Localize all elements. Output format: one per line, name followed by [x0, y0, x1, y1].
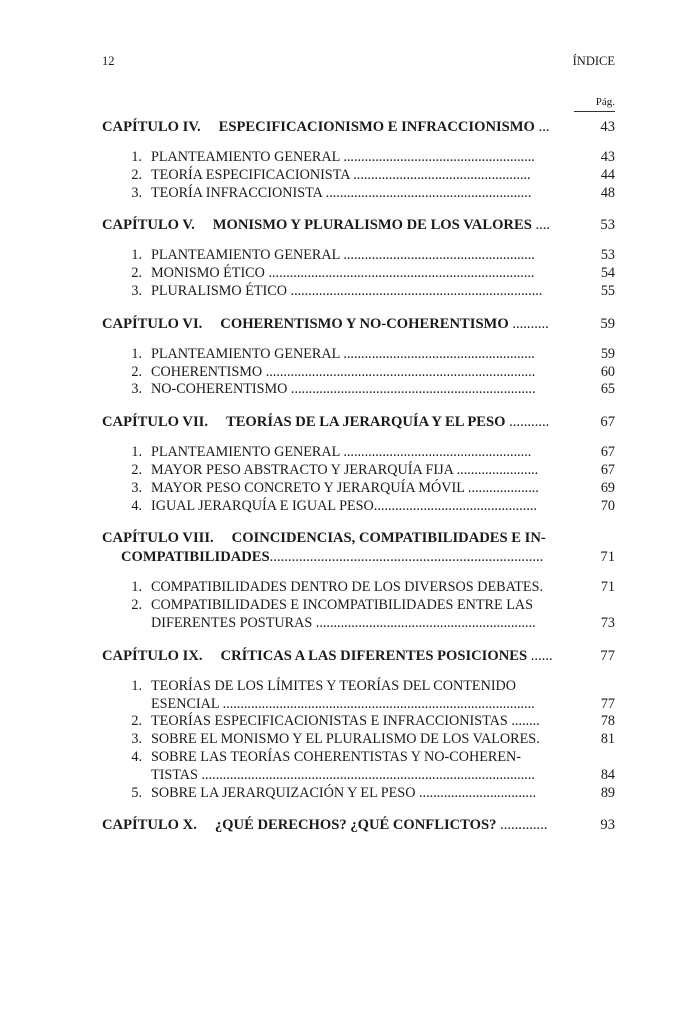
- section-page-number: 70: [600, 497, 615, 514]
- toc-chapter: [102, 413, 615, 515]
- section-page-number: 43: [600, 149, 615, 165]
- chapter-page-number: 67: [600, 414, 615, 431]
- section-entry[interactable]: [102, 749, 615, 785]
- chapter-page-number: 43: [600, 119, 615, 135]
- chapter-page-number: 93: [600, 817, 615, 834]
- section-number: 1.: [131, 149, 142, 165]
- section-page-number: 48: [600, 184, 615, 201]
- dot-leader: ......................................................: [339, 345, 535, 362]
- dot-leader: ......: [527, 647, 553, 664]
- dot-leader: .......................: [453, 461, 539, 478]
- section-number: 2.: [131, 461, 142, 478]
- section-title-continued: DIFERENTES POSTURAS: [151, 614, 313, 631]
- chapter-heading[interactable]: [102, 529, 615, 567]
- chapter-label: CAPÍTULO IV.: [102, 119, 201, 135]
- section-entry[interactable]: [102, 346, 615, 364]
- section-number: 4.: [131, 497, 142, 514]
- page-column-label: Pág.: [574, 96, 615, 112]
- section-number: 3.: [131, 282, 142, 299]
- section-list: [102, 346, 615, 399]
- section-list: [102, 444, 615, 515]
- section-title: PLANTEAMIENTO GENERAL: [151, 149, 340, 165]
- dot-leader: ...........: [505, 414, 550, 431]
- section-entry[interactable]: [102, 444, 615, 462]
- dot-leader: ..........................................................: [322, 184, 532, 201]
- dot-leader: ..................................................: [349, 166, 531, 183]
- chapter-label: CAPÍTULO VI.: [102, 315, 203, 332]
- section-title-continued: TISTAS: [151, 766, 198, 783]
- section-entry[interactable]: [102, 731, 615, 749]
- dot-leader: ..............................................: [373, 497, 537, 514]
- section-page-number: 60: [600, 363, 615, 380]
- section-page-number: 89: [600, 784, 615, 801]
- section-title: MONISMO ÉTICO: [151, 265, 265, 282]
- section-page-number: 78: [600, 713, 615, 730]
- section-title: TEORÍAS DE LOS LÍMITES Y TEORÍAS DEL CONTENIDO: [151, 677, 517, 694]
- toc-chapter: [102, 216, 615, 300]
- section-entry[interactable]: [102, 498, 615, 516]
- chapter-title: TEORÍAS DE LA JERARQUÍA Y EL PESO: [225, 414, 506, 431]
- toc-chapter: [102, 647, 615, 803]
- dot-leader: ........................................................................................: [219, 695, 535, 712]
- dot-leader: ..........: [508, 315, 549, 332]
- section-page-number: 81: [600, 731, 615, 748]
- section-number: 2.: [131, 166, 142, 183]
- section-title: IGUAL JERARQUÍA E IGUAL PESO: [151, 497, 374, 514]
- section-entry[interactable]: [102, 265, 615, 283]
- chapter-title: ¿QUÉ DERECHOS? ¿QUÉ CONFLICTOS?: [214, 817, 497, 834]
- section-title: COHERENTISMO: [151, 363, 263, 380]
- section-number: 3.: [131, 731, 142, 748]
- dot-leader: .....................................................................: [287, 381, 536, 398]
- section-number: 2.: [131, 597, 142, 614]
- section-page-number: 53: [600, 247, 615, 264]
- section-number: 2.: [131, 363, 142, 380]
- section-page-number: 59: [600, 345, 615, 362]
- section-number: 1.: [131, 677, 142, 694]
- section-number: 4.: [131, 748, 142, 765]
- chapter-title: COHERENTISMO Y NO-COHERENTISMO: [220, 315, 509, 332]
- chapter-label: CAPÍTULO X.: [102, 817, 197, 834]
- dot-leader: .............: [496, 817, 548, 834]
- section-title: MAYOR PESO ABSTRACTO Y JERARQUÍA FIJA: [151, 461, 454, 478]
- section-entry[interactable]: [102, 597, 615, 633]
- dot-leader: ......................................................: [339, 149, 535, 165]
- dot-leader: ..............................................................................................: [197, 766, 535, 783]
- chapter-page-number: 77: [600, 647, 615, 664]
- chapter-heading[interactable]: [102, 647, 615, 666]
- section-number: 3.: [131, 184, 142, 201]
- section-title: TEORÍA INFRACCIONISTA: [151, 184, 323, 201]
- table-of-contents: [102, 118, 615, 849]
- dot-leader: ...: [534, 119, 550, 135]
- toc-chapter: [102, 118, 615, 202]
- section-title: SOBRE EL MONISMO Y EL PLURALISMO DE LOS VALORES.: [151, 731, 540, 748]
- section-page-number: 54: [600, 265, 615, 282]
- chapter-heading[interactable]: [102, 413, 615, 432]
- chapter-title: COINCIDENCIAS, COMPATIBILIDADES E IN-: [231, 530, 546, 547]
- section-entry[interactable]: [102, 381, 615, 399]
- chapter-heading[interactable]: [102, 118, 615, 137]
- dot-leader: ....................: [464, 479, 539, 496]
- section-title: SOBRE LA JERARQUIZACIÓN Y EL PESO: [151, 784, 416, 801]
- dot-leader: ...........................................................................: [264, 265, 535, 282]
- chapter-title: MONISMO Y PLURALISMO DE LOS VALORES: [212, 217, 532, 234]
- dot-leader: .....................................................: [339, 444, 532, 461]
- section-number: 2.: [131, 265, 142, 282]
- section-number: 3.: [131, 381, 142, 398]
- chapter-page-number: 71: [600, 549, 615, 566]
- section-title: TEORÍAS ESPECIFICACIONISTAS E INFRACCIONISTAS: [151, 713, 508, 730]
- section-list: [102, 579, 615, 632]
- chapter-heading[interactable]: [102, 315, 615, 334]
- section-entry[interactable]: [102, 713, 615, 731]
- section-title: TEORÍA ESPECIFICACIONISTA: [151, 166, 350, 183]
- chapter-title-cont-text: COMPATIBILIDADES: [121, 549, 270, 566]
- section-title: PLANTEAMIENTO GENERAL: [151, 247, 340, 264]
- dot-leader: ....: [531, 217, 551, 234]
- dot-leader: ......................................................: [339, 247, 535, 264]
- section-page-number: 69: [600, 479, 615, 496]
- section-title: PLURALISMO ÉTICO: [151, 282, 287, 299]
- section-title-continued: ESENCIAL: [151, 695, 220, 712]
- chapter-page-number: 59: [600, 315, 615, 332]
- section-page-number: 67: [600, 444, 615, 461]
- running-title: ÍNDICE: [572, 54, 615, 68]
- toc-chapter: [102, 315, 615, 399]
- chapter-label: CAPÍTULO VIII.: [102, 530, 214, 547]
- section-entry[interactable]: [102, 785, 615, 803]
- section-entry[interactable]: [102, 364, 615, 382]
- chapter-label: CAPÍTULO IX.: [102, 647, 203, 664]
- toc-chapter: [102, 816, 615, 835]
- dot-leader: ............................................................................: [262, 363, 536, 380]
- section-title: SOBRE LAS TEORÍAS COHERENTISTAS Y NO-COHEREN-: [151, 748, 521, 765]
- section-page-number: 65: [600, 381, 615, 398]
- section-title: MAYOR PESO CONCRETO Y JERARQUÍA MÓVIL: [151, 479, 465, 496]
- section-title: COMPATIBILIDADES DENTRO DE LOS DIVERSOS DEBATES.: [151, 579, 544, 596]
- section-number: 3.: [131, 479, 142, 496]
- section-entry[interactable]: [102, 480, 615, 498]
- dot-leader: .................................: [415, 784, 537, 801]
- section-entry[interactable]: [102, 678, 615, 714]
- chapter-title: CRÍTICAS A LAS DIFERENTES POSICIONES: [220, 647, 528, 664]
- section-entry[interactable]: [102, 462, 615, 480]
- chapter-page-number: 53: [600, 217, 615, 234]
- chapter-heading[interactable]: [102, 816, 615, 835]
- section-entry[interactable]: [102, 149, 615, 167]
- section-title: PLANTEAMIENTO GENERAL: [151, 444, 340, 461]
- dot-leader: ..............................................................: [312, 614, 536, 631]
- section-entry[interactable]: [102, 167, 615, 185]
- dot-leader: ...........................................................................: [269, 549, 544, 566]
- dot-leader: .......................................................................: [286, 282, 543, 299]
- section-number: 1.: [131, 579, 142, 596]
- chapter-label: CAPÍTULO VII.: [102, 414, 208, 431]
- page-number: 12: [102, 54, 115, 68]
- section-number: 5.: [131, 784, 142, 801]
- section-list: [102, 678, 615, 803]
- section-entry[interactable]: [102, 185, 615, 203]
- chapter-heading[interactable]: [102, 216, 615, 235]
- section-page-number: 77: [600, 695, 615, 712]
- section-page-number: 44: [600, 166, 615, 183]
- section-page-number: 73: [600, 614, 615, 631]
- section-page-number: 67: [600, 461, 615, 478]
- dot-leader: ........: [507, 713, 540, 730]
- section-page-number: 55: [600, 282, 615, 299]
- section-title: NO-COHERENTISMO: [151, 381, 288, 398]
- section-number: 2.: [131, 713, 142, 730]
- toc-chapter: [102, 529, 615, 632]
- section-entry[interactable]: [102, 283, 615, 301]
- section-entry[interactable]: [102, 579, 615, 597]
- section-number: 1.: [131, 345, 142, 362]
- section-number: 1.: [131, 444, 142, 461]
- section-page-number: 71: [600, 579, 615, 596]
- section-title: PLANTEAMIENTO GENERAL: [151, 345, 340, 362]
- section-list: [102, 149, 615, 202]
- chapter-title-continued: [102, 548, 571, 567]
- section-title: COMPATIBILIDADES E INCOMPATIBILIDADES ENTRE LAS: [151, 597, 534, 614]
- section-list: [102, 247, 615, 300]
- chapter-label: CAPÍTULO V.: [102, 217, 195, 234]
- chapter-title: ESPECIFICACIONISMO E INFRACCIONISMO: [218, 119, 535, 135]
- section-entry[interactable]: [102, 247, 615, 265]
- section-page-number: 84: [600, 766, 615, 783]
- section-number: 1.: [131, 247, 142, 264]
